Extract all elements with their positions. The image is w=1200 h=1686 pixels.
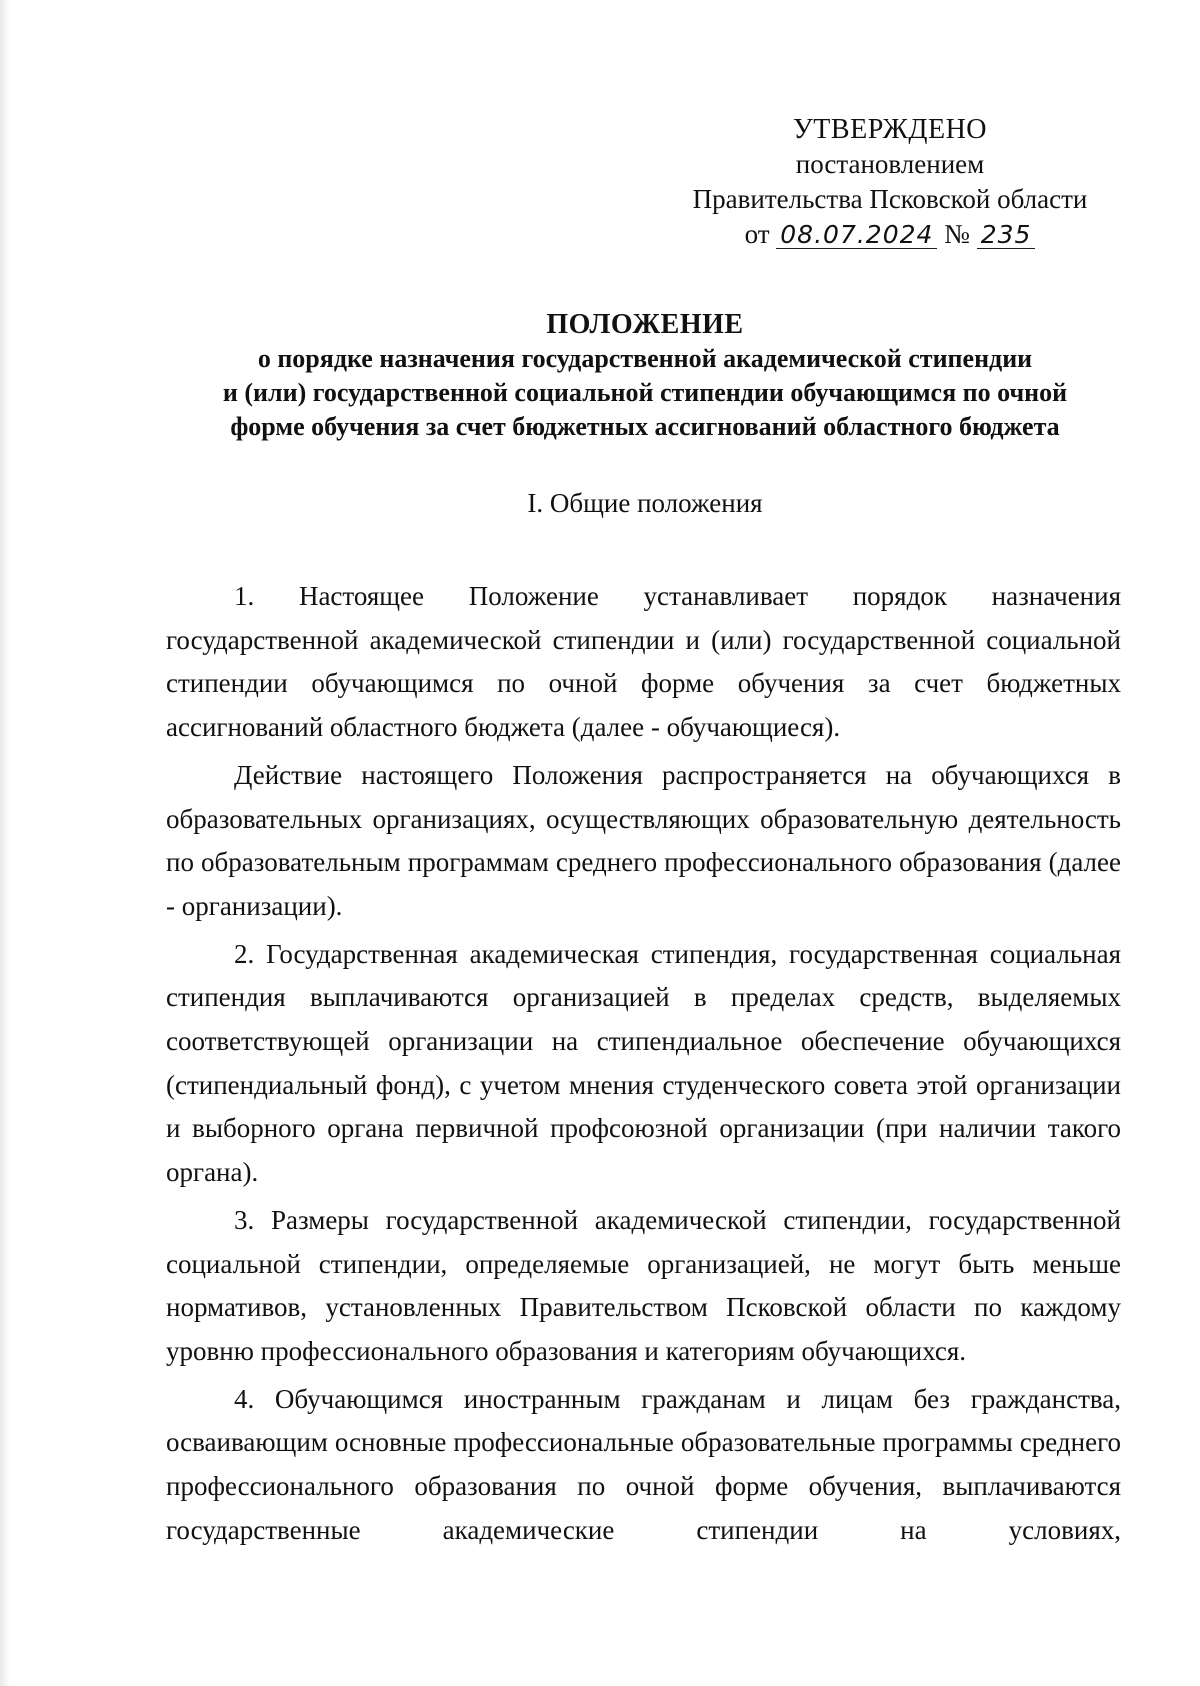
paragraph-1: 1. Настоящее Положение устанавливает порядок назначения государственной академической стипендии и (или) государственной социальной стипендии обучающимся по очной форме обучения за счет бюджетных ассигнований областного бюджета (далее - обучающиеся). <box>166 581 1121 743</box>
number-sign: № <box>944 219 970 249</box>
approval-title: УТВЕРЖДЕНО <box>792 114 988 145</box>
document-subtitle-line: и (или) государственной социальной стипендии обучающимся по очной <box>222 378 1068 407</box>
document-subtitle-line: форме обучения за счет бюджетных ассигнований областного бюджета <box>230 412 1060 441</box>
paragraph-1-scope: Действие настоящего Положения распространяется на обучающихся в образовательных организациях, осуществляющих образовательную деятельность по образовательным программам среднего профессионального образования (далее - организации). <box>166 759 1121 921</box>
approval-date-line <box>650 217 1130 252</box>
scan-edge <box>0 0 10 1686</box>
document-body <box>166 575 1121 1552</box>
handwritten-date: 08.07.2024 <box>776 222 937 249</box>
approval-block <box>650 112 1130 252</box>
paragraph-2: 2. Государственная академическая стипендия, государственная социальная стипендия выплачиваются организацией в пределах средств, выделяемых соответствующей организации на стипендиальное обеспечение обучающихся (стипендиальный фонд), с учетом мнения студенческого совета этой организации и выборного органа первичной профсоюзной организации (при наличии такого органа). <box>166 938 1121 1188</box>
document-title-block <box>150 308 1140 444</box>
approval-line-government: Правительства Псковской области <box>692 184 1088 214</box>
paragraph-4: 4. Обучающимся иностранным гражданам и лицам без гражданства, осваивающим основные профессиональные образовательные программы среднего профессионального образования по очной форме обучения, выплачиваются государственные академические стипендии на условиях, <box>166 1383 1121 1545</box>
paragraph-3: 3. Размеры государственной академической стипендии, государственной социальной стипендии, определяемые организацией, не могут быть меньше нормативов, установленных Правительством Псковской области по каждому уровню профессионального образования и категориям обучающихся. <box>166 1204 1121 1366</box>
approval-line-resolution: постановлением <box>795 149 985 179</box>
date-prefix: от <box>744 219 770 249</box>
document-title: ПОЛОЖЕНИЕ <box>546 309 744 340</box>
section-heading: I. Общие положения <box>527 488 763 518</box>
handwritten-number: 235 <box>977 222 1036 249</box>
document-subtitle-line: о порядке назначения государственной академической стипендии <box>257 344 1033 373</box>
